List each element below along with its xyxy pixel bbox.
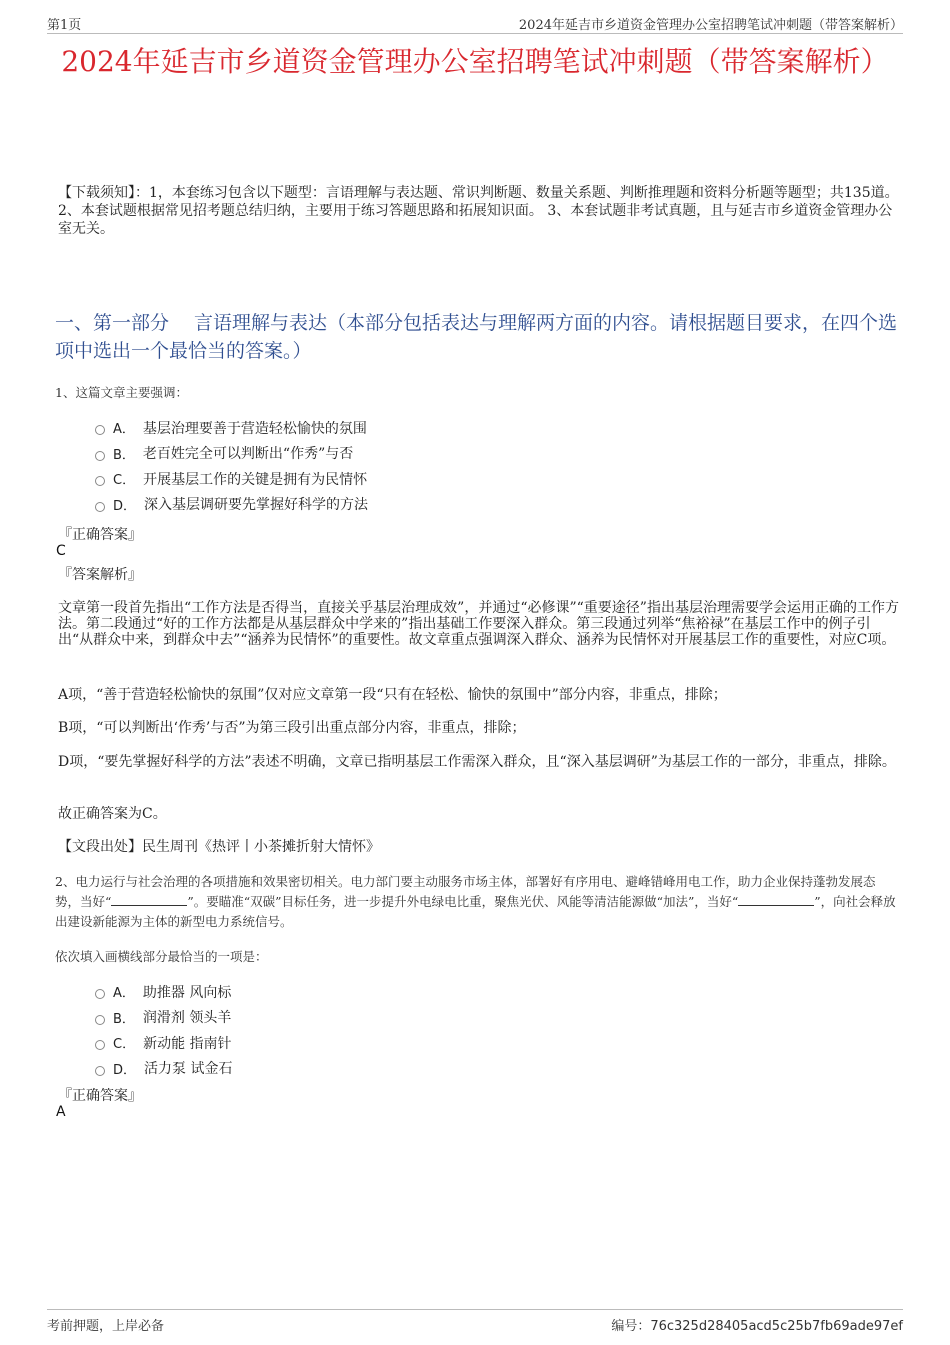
option-text: 开展基层工作的关键是拥有为民情怀 xyxy=(143,471,368,488)
question-2-option-c[interactable] xyxy=(95,1030,232,1056)
footer-code-label: 编号： xyxy=(611,1319,651,1334)
question-1-answer-label: 『正确答案』 xyxy=(58,527,142,543)
radio-icon[interactable] xyxy=(95,502,105,512)
question-1-option-c[interactable] xyxy=(95,466,368,492)
question-1-stem: 1、这篇文章主要强调： xyxy=(55,385,188,400)
question-2-option-d[interactable] xyxy=(95,1056,232,1082)
question-1-conclusion: 故正确答案为C。 xyxy=(58,806,167,822)
radio-icon[interactable] xyxy=(95,1040,105,1050)
fill-blank-1[interactable] xyxy=(111,894,187,906)
question-2-option-b[interactable] xyxy=(95,1005,232,1031)
option-letter: D． xyxy=(113,498,137,514)
download-notice: 【下载须知】：1，本套练习包含以下题型：言语理解与表达题、常识判断题、数量关系题、判断推理题和资料分析题等题型；共135道。 2、本套试题根据常见招考题总结归纳，主要用于练习答题思路和拓展知识面。 3、本套试题非考试真题，且与延吉市乡道资金管理办公室无关。 xyxy=(58,185,899,237)
question-1-analysis-option-d: D项，“要先掌握好科学的方法”表述不明确，文章已指明基层工作需深入群众，且“深入基层调研”为基层工作的一部分，非重点，排除。 xyxy=(58,754,896,770)
question-1-options xyxy=(95,415,368,517)
question-2-stem-part-1: 2、电力运行与社会治理的各项措施和效果密切相关。电力部门要主动服务市场主体，部署好有序用电、避峰错峰用电工作，助力企业保持蓬勃发展态势，当好“ xyxy=(55,874,876,909)
option-letter: B． xyxy=(113,447,135,463)
option-text: 润滑剂 领头羊 xyxy=(142,1010,232,1027)
fill-blank-2[interactable] xyxy=(738,894,814,906)
footer-slogan: 考前押题，上岸必备 xyxy=(47,1319,165,1334)
radio-icon[interactable] xyxy=(95,1015,105,1025)
question-2-options xyxy=(95,979,232,1081)
option-letter: C． xyxy=(113,1037,136,1053)
option-letter: A． xyxy=(113,422,135,438)
question-1-source: 【文段出处】民生周刊《热评丨小茶摊折射大情怀》 xyxy=(58,839,380,855)
radio-icon[interactable] xyxy=(95,476,105,486)
question-1-analysis-option-b: B项，“可以判断出‘作秀’与否”为第三段引出重点部分内容，非重点，排除； xyxy=(58,720,526,736)
option-text: 新动能 指南针 xyxy=(143,1035,232,1052)
question-1-option-d[interactable] xyxy=(95,492,368,518)
option-text: 基层治理要善于营造轻松愉快的氛围 xyxy=(142,420,367,437)
option-text: 老百姓完全可以判断出“作秀”与否 xyxy=(142,446,354,463)
question-1-answer: C xyxy=(56,543,66,559)
footer-code-value: 76c325d28405acd5c25b7fb69ade97ef xyxy=(650,1319,903,1334)
question-1-option-a[interactable] xyxy=(95,415,368,441)
radio-icon[interactable] xyxy=(95,989,105,999)
question-1-analysis-paragraph: 文章第一段首先指出“工作方法是否得当，直接关乎基层治理成效”，并通过“必修课”“重要途径”指出基层治理需要学会运用正确的工作方法。第二段通过“好的工作方法都是从基层群众中学来的”指出基础工作要深入群众。第三段通过列举“焦裕禄”在基层工作中的例子引出“从群众中来，到群众中去”“涵养为民情怀”的重要性。故文章重点强调深入群众、涵养为民情怀对开展基层工作的重要性，对应C项。 xyxy=(58,600,899,648)
radio-icon[interactable] xyxy=(95,1066,105,1076)
page-number: 第1页 xyxy=(47,18,82,33)
question-1-analysis-option-a: A项，“善于营造轻松愉快的氛围”仅对应文章第一段“只有在轻松、愉快的氛围中”部分内容，非重点，排除； xyxy=(58,687,727,703)
question-2-answer-label: 『正确答案』 xyxy=(58,1088,142,1104)
option-letter: A． xyxy=(113,986,135,1002)
header-divider xyxy=(47,33,903,34)
header-doc-title: 2024年延吉市乡道资金管理办公室招聘笔试冲刺题（带答案解析） xyxy=(518,18,903,33)
option-text: 深入基层调研要先掌握好科学的方法 xyxy=(144,497,369,514)
option-text: 助推器 风向标 xyxy=(142,984,232,1001)
footer-divider xyxy=(47,1309,903,1310)
option-letter: C． xyxy=(113,473,136,489)
question-2-stem-part-3: ”，向社会释放出建设新能源为主体的新型电力系统信号。 xyxy=(55,894,896,929)
section-heading: 一、第一部分 言语理解与表达（本部分包括表达与理解两方面的内容。请根据题目要求，在四个选项中选出一个最恰当的答案。） xyxy=(55,312,898,362)
footer-code xyxy=(611,1315,903,1334)
question-2-prompt: 依次填入画横线部分最恰当的一项是： xyxy=(55,949,268,964)
option-text: 活力泵 试金石 xyxy=(144,1061,233,1078)
document-title: 2024年延吉市乡道资金管理办公室招聘笔试冲刺题（带答案解析） xyxy=(61,45,889,78)
radio-icon[interactable] xyxy=(95,425,105,435)
question-2-answer: A xyxy=(56,1104,66,1120)
question-2-option-a[interactable] xyxy=(95,979,232,1005)
option-letter: B． xyxy=(113,1011,135,1027)
question-2-stem-part-2: ”。要瞄准“双碳”目标任务，进一步提升外电绿电比重，聚焦光伏、风能等清洁能源做“加法”，当好“ xyxy=(187,894,739,909)
option-letter: D． xyxy=(113,1062,137,1078)
question-2-stem xyxy=(55,872,900,932)
radio-icon[interactable] xyxy=(95,451,105,461)
question-1-analysis-label: 『答案解析』 xyxy=(58,567,142,583)
question-1-option-b[interactable] xyxy=(95,441,368,467)
